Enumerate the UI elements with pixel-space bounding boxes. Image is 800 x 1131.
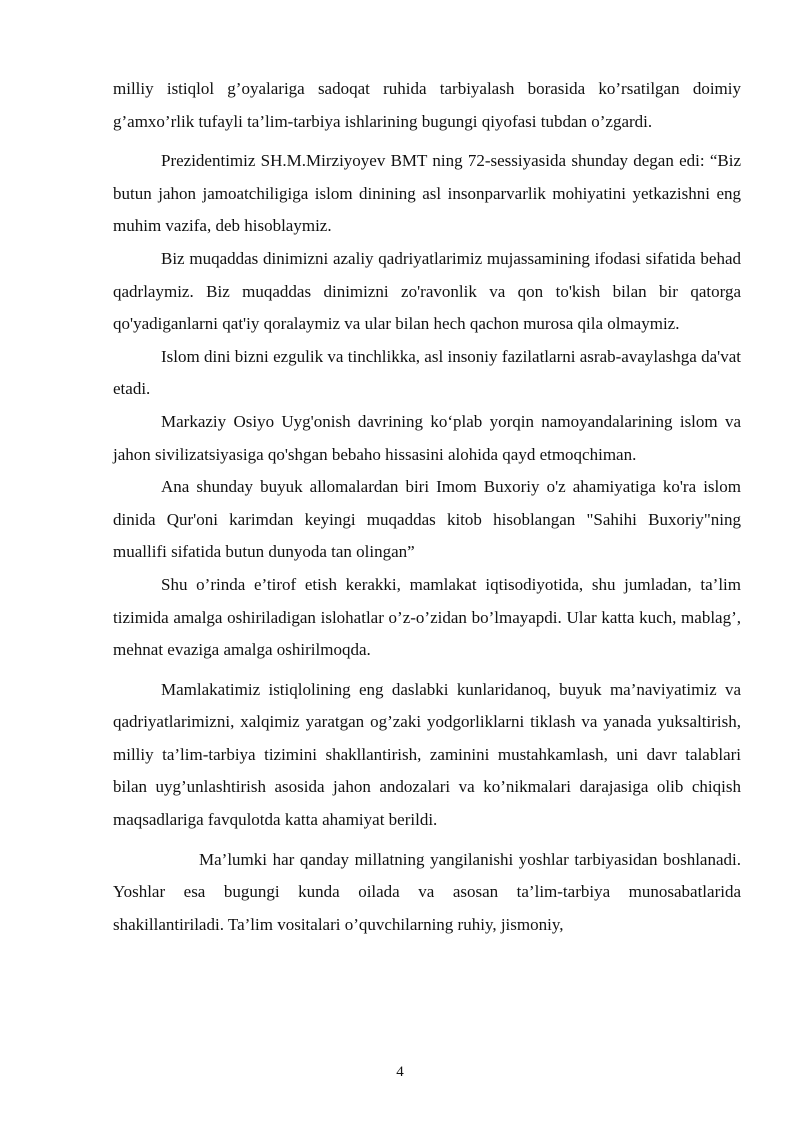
paragraph-religion-values: Biz muqaddas dinimizni azaliy qadriyatlarimiz mujassamining ifodasi sifatida behad qadrlaymiz. Biz muqaddas dinimizni zo'ravonlik va qon to'kish bilan bir qatorga qo'yadiganlarni qat'iy qoralaymiz va ular bilan hech qachon murosa qila olmaymiz. (113, 248, 741, 334)
paragraph-islam-goodness: Islom dini bizni ezgulik va tinchlikka, asl insoniy fazilatlarni asrab-avaylashga da'vat etadi. (113, 346, 741, 399)
paragraph-continuation: milliy istiqlol g’oyalariga sadoqat ruhida tarbiyalash borasida ko’rsatilgan doimiy g’amxo’rlik tufayli ta’lim-tarbiya ishlarining bugungi qiyofasi tubdan o’zgardi. (113, 79, 741, 131)
paragraph-president-quote: Prezidentimiz SH.M.Mirziyoyev BMT ning 72-sessiyasida shunday degan edi: “Biz butun jahon jamoatchiligiga islom dinining asl insonparvarlik mohiyatini yetkazishni eng muhim vazifa, deb hisoblaymiz. (113, 151, 741, 236)
paragraph-reforms: Shu o’rinda e’tirof etish kerakki, mamlakat iqtisodiyotida, shu jumladan, ta’lim tizimida amalga oshiriladigan islohatlar o’z-o’zidan bo’lmayapdi. Ular katta kuch, mablag’, mehnat evaziga amalga oshirilmoqda. (113, 574, 741, 660)
paragraph-central-asia: Markaziy Osiyo Uyg'onish davrining ko‘plab yorqin namoyandalarining islom va jahon sivilizatsiyasiga qo'shgan bebaho hissasini alohida qayd etmoqchiman. (113, 411, 741, 464)
document-page (113, 73, 741, 941)
paragraph-imam-bukhari: Ana shunday buyuk allomalardan biri Imom Buxoriy o'z ahamiyatiga ko'ra islom dinida Qur'oni karimdan keyingi muqaddas kitob hisoblangan "Sahihi Buxoriy"ning muallifi sifatida butun dunyoda tan olingan” (113, 477, 741, 562)
page-number: 4 (396, 1064, 404, 1080)
paragraph-youth-education: Ma’lumki har qanday millatning yangilanishi yoshlar tarbiyasidan boshlanadi. Yoshlar esa bugungi kunda oilada va asosan ta’lim-tarbiya munosabatlarida shakillantiriladi. Ta’lim vositalari o’quvchilarning ruhiy, jismoniy, (113, 849, 741, 934)
paragraph-independence: Mamlakatimiz istiqlolining eng daslabki kunlaridanoq, buyuk ma’naviyatimiz va qadriyatlarimizni, xalqimiz yaratgan og’zaki yodgorliklarni tiklash va yanada yuksaltirish, milliy ta’lim-tarbiya tizimini shakllantirish, zaminini mustahkamlash, uni davr talablari bilan uyg’unlashtirish asosida jahon andozalari va ko’nikmalari darajasiga olib chiqish maqsadlariga favqulotda katta ahamiyat berildi. (113, 679, 741, 830)
